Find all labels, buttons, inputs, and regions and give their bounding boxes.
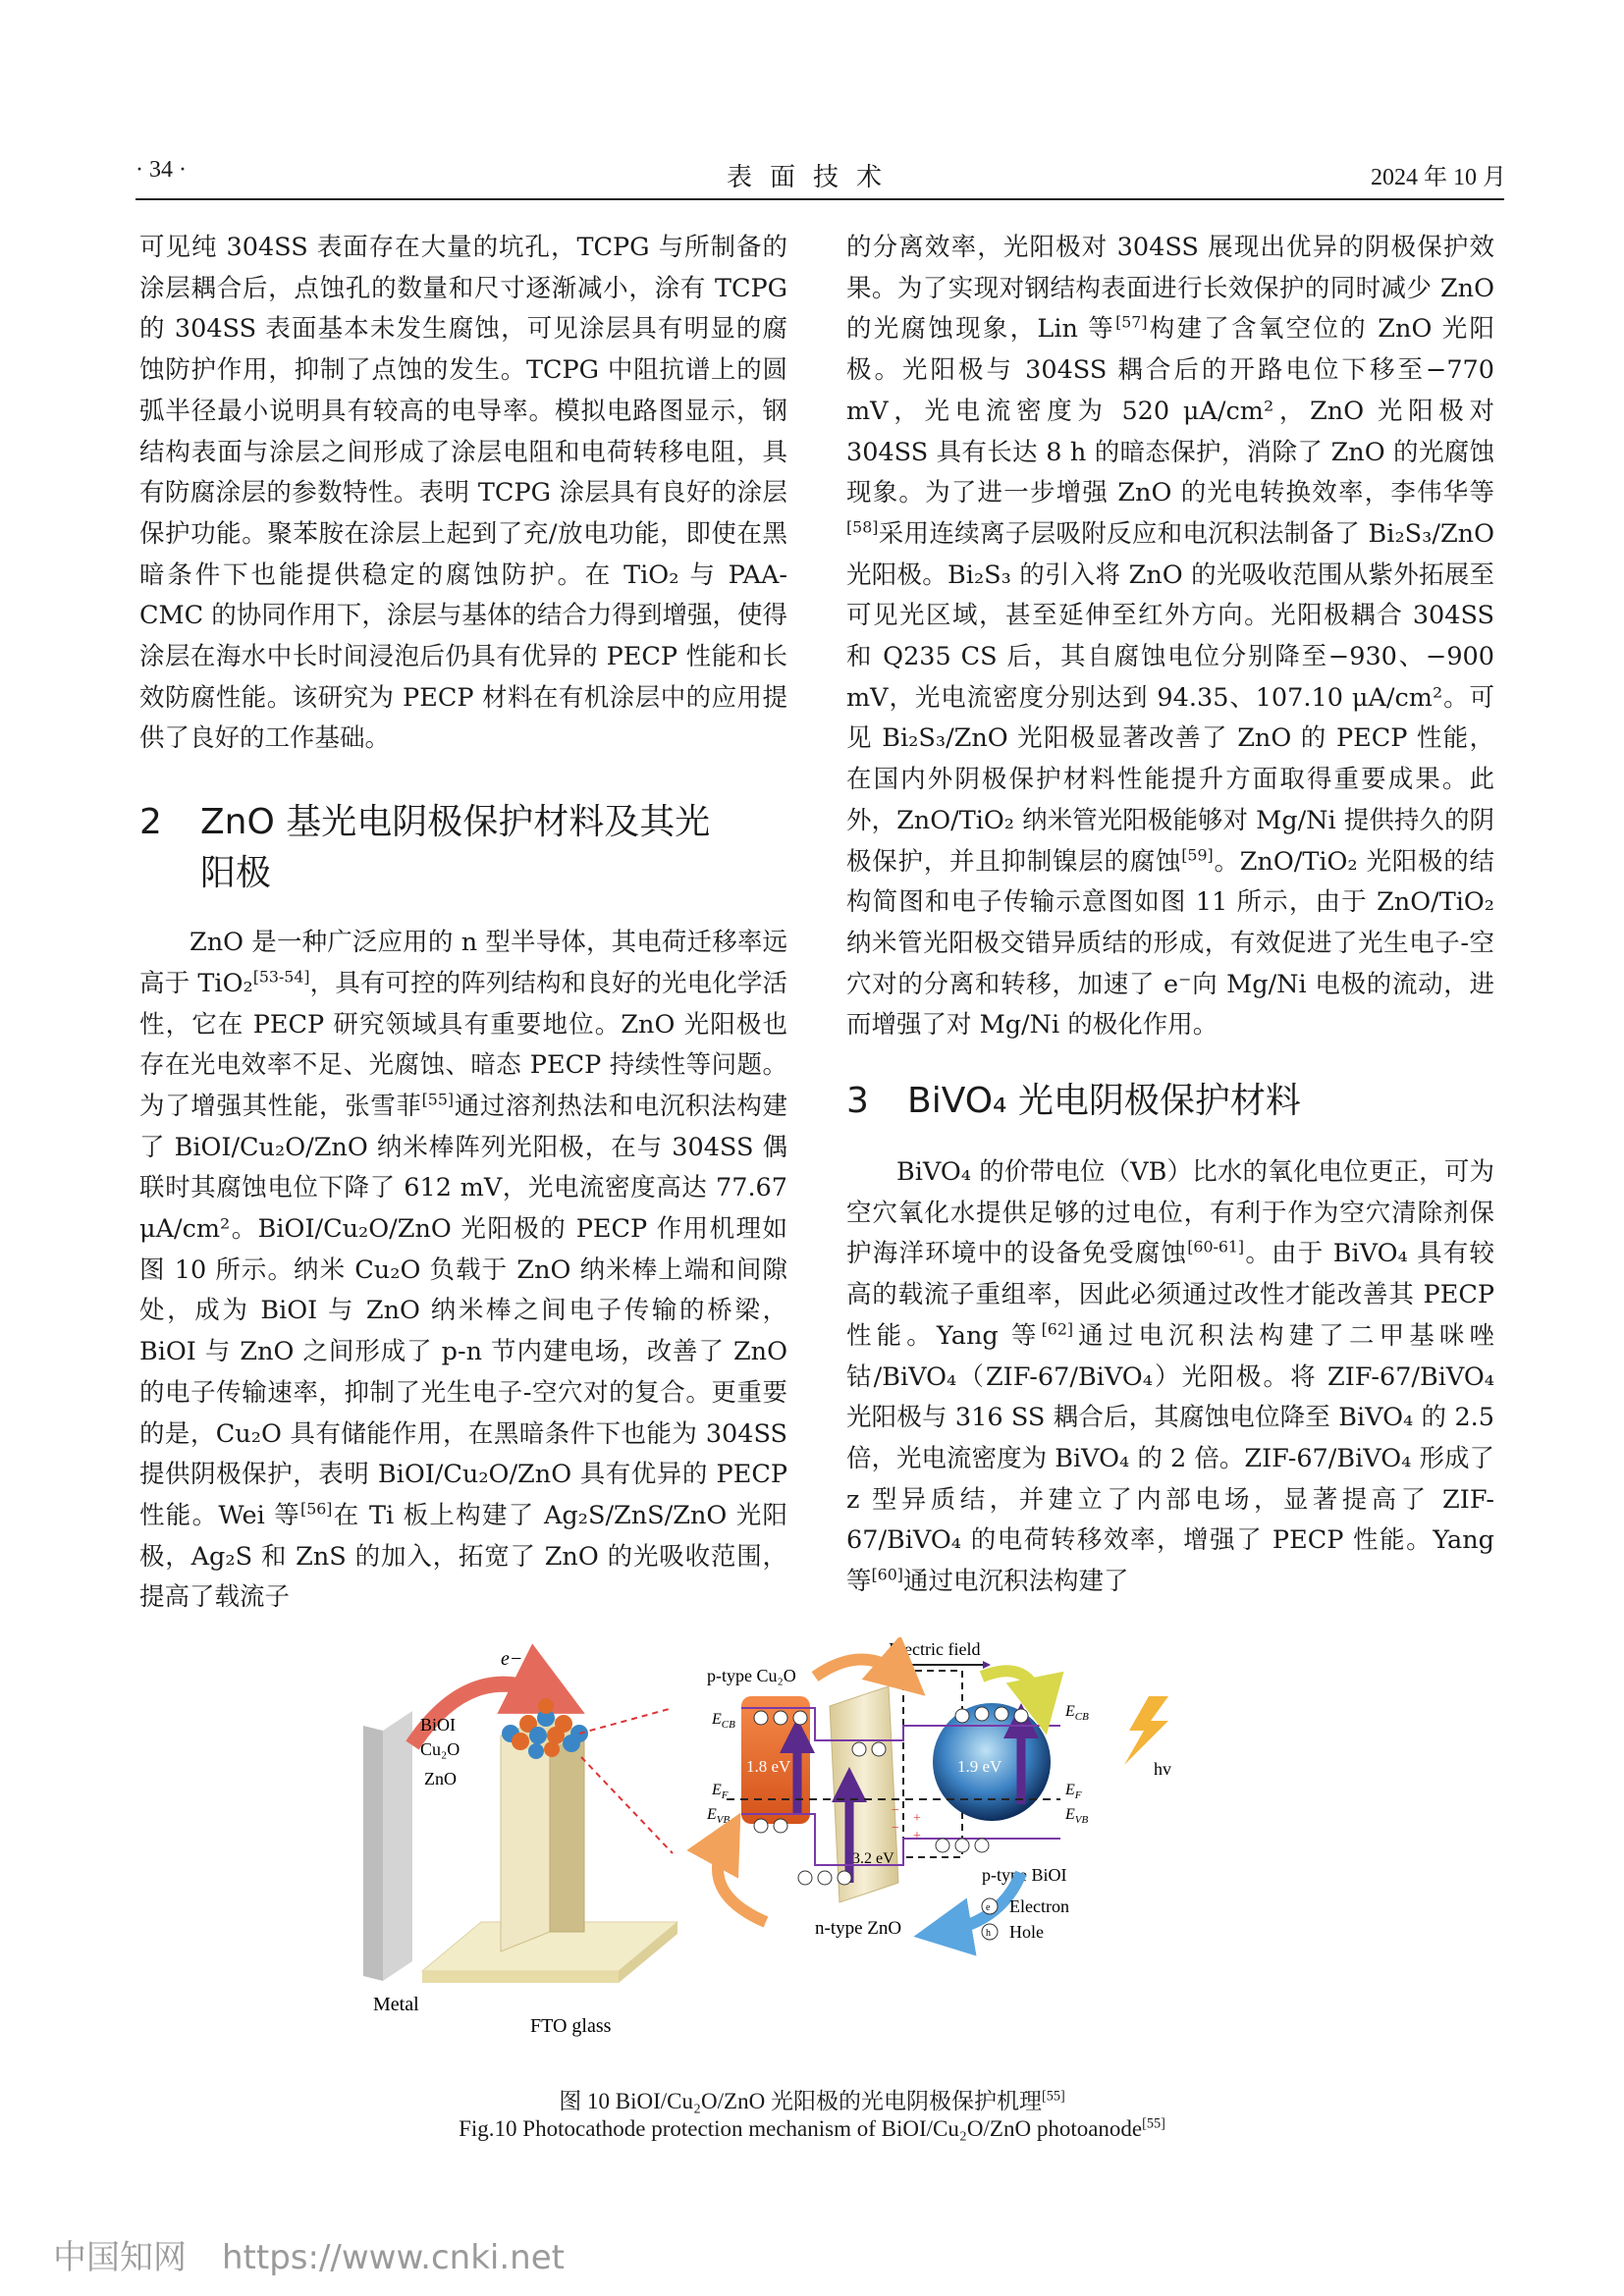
section-heading <box>139 797 787 899</box>
label-ecb-right: $E_{CB}$ <box>1065 1703 1089 1723</box>
connector-line <box>579 1708 673 1734</box>
label-n-zno: n-type ZnO <box>815 1918 902 1939</box>
section-title-cont: 阳极 <box>200 853 272 894</box>
journal-title: 表面技术 <box>727 163 900 191</box>
text: 图 10 BiOI/Cu₂O/ZnO 光阳极的光电阴极保护机理 <box>559 2089 1042 2113</box>
left-column <box>139 228 787 1619</box>
watermark <box>53 2230 565 2278</box>
label-ef-right: $E_F$ <box>1065 1782 1082 1801</box>
charge-sign-plus: + <box>913 1811 921 1826</box>
text: 通过溶剂热法和电沉积法构建了 BiOI/Cu₂O/ZnO 纳米棒阵列光阳极，在与 304SS 偶联时其腐蚀电位下降了 612 mV，光电流密度高达 77.67 μA/cm²。BiOI/Cu₂O/ZnO 光阳极的 PECP 作用机理如图 10 所示。纳米 Cu₂O 负载于 ZnO 纳米棒上端和间隙处，成为 BiOI 与 ZnO 纳米棒之间电子传输的桥梁，BiOI 与 ZnO 之间形成了 p-n 节内建电场，改善了 ZnO 的电子传输速率，抑制了光生电子-空穴对的复合。更重要的是，Cu₂O 具有储能作用，在黑暗条件下也能为 304SS 提供阴极保护，表明 BiOI/Cu₂O/ZnO 具有优异的 PECP 性能。Wei 等 <box>139 1091 787 1530</box>
electron-transfer-arrow <box>982 1671 1041 1706</box>
citation: [55] <box>421 1090 455 1109</box>
label-evb-right: $E_{VB}$ <box>1065 1806 1089 1826</box>
paragraph <box>139 923 787 1619</box>
label-metal: Metal <box>373 1994 419 2015</box>
right-column <box>846 228 1494 1603</box>
citation: [55] <box>1041 2088 1065 2105</box>
text: BiVO₄ 的价带电位（VB）比水的氧化电位更正，可为空穴氧化水提供足够的过电位，有利于作为空穴清除剂保护海洋环境中的设备免受腐蚀 <box>846 1157 1494 1269</box>
label-electron-top: e− <box>501 1648 523 1670</box>
section-number: 3 <box>846 1081 869 1122</box>
text: 的分离效率，光阳极对 304SS 展现出优异的阴极保护效果。为了实现对钢结构表面进行长效保护的同时减少 ZnO 的光腐蚀现象，Lin 等 <box>846 233 1494 345</box>
citation: [62] <box>1041 1319 1074 1339</box>
label-zno: ZnO <box>424 1769 457 1789</box>
label-bioi: BiOI <box>420 1715 456 1735</box>
text: 。ZnO/TiO₂ 光阳极的结构简图和电子传输示意图如图 11 所示，由于 ZnO/TiO₂ 纳米管光阳极交错异质结的形成，有效促进了光生电子-空穴对的分离和转移，加速了 e⁻向 Mg/Ni 电极的流动，进而增强了对 Mg/Ni 的极化作用。 <box>846 846 1494 1041</box>
watermark-name: 中国知网 <box>53 2238 187 2277</box>
figure-caption-en <box>0 2116 1624 2142</box>
citation: [59] <box>1181 845 1214 865</box>
text: 。由于 BiVO₄ 具有较高的载流子重组率，因此必须通过改性才能改善其 PECP 性能。Yang 等 <box>846 1239 1494 1351</box>
text: 通过电沉积法构建了二甲基咪唑钴/BiVO₄（ZIF-67/BiVO₄）光阳极。将 ZIF-67/BiVO₄ 光阳极与 316 SS 耦合后，其腐蚀电位降至 BiVO₄ 的 2.5 倍，光电流密度为 BiVO₄ 的 2 倍。ZIF-67/BiVO₄ 形成了 z 型异质结，并建立了内部电场，显著提高了 ZIF-67/BiVO₄ 的电荷转移效率，增强了 PECP 性能。Yang 等 <box>846 1320 1494 1597</box>
label-p-cu2o: p-type Cu₂O <box>707 1666 796 1685</box>
label-evb-left: $E_{VB}$ <box>707 1806 731 1826</box>
paragraph <box>846 228 1494 1046</box>
legend-hole <box>982 1922 1044 1942</box>
metal-plate <box>363 1711 412 1981</box>
citation: [60] <box>871 1565 903 1584</box>
section-title: BiVO₄ 光电阴极保护材料 <box>907 1081 1301 1122</box>
charge-sign-plus: + <box>913 1829 921 1843</box>
hole-transfer-arrow <box>718 1839 766 1922</box>
svg-text:h: h <box>986 1928 991 1939</box>
section-heading <box>846 1076 1494 1127</box>
text: 构建了含氧空位的 ZnO 光阳极。光阳极与 304SS 耦合后的开路电位下移至−770 mV，光电流密度为 520 μA/cm²，ZnO 光阳极对 304SS 具有长达 8 h 的暗态保护，消除了 ZnO 的光腐蚀现象。为了进一步增强 ZnO 的光电转换效率，李伟华等 <box>846 314 1494 508</box>
svg-text:e: e <box>986 1902 991 1913</box>
text: ZnO 是一种广泛应用的 n 型半导体，其电荷迁移率远高于 TiO₂ <box>139 928 787 998</box>
electron-transfer-arrow <box>815 1660 903 1678</box>
label-ef-left: $E_F$ <box>712 1782 729 1801</box>
legend-electron-label: Electron <box>1009 1896 1069 1916</box>
light-bolt-icon <box>1124 1696 1168 1765</box>
citation: [53-54] <box>252 967 310 987</box>
label-3-2ev: 3.2 eV <box>852 1850 894 1867</box>
label-1-9ev: 1.9 eV <box>957 1757 1002 1776</box>
label-ecb-left: $E_{CB}$ <box>712 1711 735 1731</box>
paragraph <box>846 1152 1494 1603</box>
figure-caption-cn <box>0 2083 1624 2115</box>
label-cu2o: Cu₂O <box>420 1739 460 1759</box>
paragraph: 可见纯 304SS 表面存在大量的坑孔，TCPG 与所制备的涂层耦合后，点蚀孔的数量和尺寸逐渐减小，涂有 TCPG 的 304SS 表面基本未发生腐蚀，可见涂层具有明显的腐蚀防护作用，抑制了点蚀的发生。TCPG 中阻抗谱上的圆弧半径最小说明具有较高的电导率。模拟电路图显示，钢结构表面与涂层之间形成了涂层电阻和电荷转移电阻，具有防腐涂层的参数特性。表明 TCPG 涂层具有良好的涂层保护功能。聚苯胺在涂层上起到了充/放电功能，即使在黑暗条件下也能提供稳定的腐蚀防护。在 TiO₂ 与 PAA-CMC 的协同作用下，涂层与基体的结合力得到增强，使得涂层在海水中长时间浸泡后仍具有优异的 PECP 性能和长效防腐性能。该研究为 PECP 材料在有机涂层中的应用提供了良好的工作基础。 <box>139 233 787 754</box>
header-rule <box>135 198 1504 200</box>
label-p-bioi: p-type BiOI <box>982 1865 1067 1885</box>
figure-10-mechanism-diagram <box>353 1637 1267 2059</box>
label-hv: hv <box>1154 1759 1171 1779</box>
charge-sign-minus: − <box>892 1803 899 1818</box>
charge-sign-minus: − <box>892 1821 899 1836</box>
text: 在 Ti 板上构建了 Ag₂S/ZnS/ZnO 光阳极，Ag₂S 和 ZnS 的加入，拓宽了 ZnO 的光吸收范围，提高了载流子 <box>139 1500 788 1613</box>
connector-line <box>581 1757 673 1853</box>
text: 通过电沉积法构建了 <box>902 1567 1129 1597</box>
text: Fig.10 Photocathode protection mechanism of BiOI/Cu₂O/ZnO photoanode <box>459 2116 1143 2141</box>
page-number: · 34 · <box>135 157 187 183</box>
legend-hole-label: Hole <box>1009 1922 1044 1942</box>
label-1-8ev: 1.8 eV <box>746 1757 791 1776</box>
text: ，具有可控的阵列结构和良好的光电化学活性，它在 PECP 研究领域具有重要地位。ZnO 光阳极也存在光电效率不足、光腐蚀、暗态 PECP 持续性等问题。为了增强其性能，张雪菲 <box>139 968 787 1121</box>
section-number: 2 <box>139 802 162 843</box>
label-fto: FTO glass <box>530 2015 612 2037</box>
issue-date: 2024 年 10 月 <box>1371 165 1506 190</box>
text: 采用连续离子层吸附反应和电沉积法制备了 Bi₂S₃/ZnO 光阳极。Bi₂S₃ 的引入将 ZnO 的光吸收范围从紫外拓展至可见光区域，甚至延伸至红外方向。光阳极耦合 304SS 和 Q235 CS 后，其自腐蚀电位分别降至−930、−900 mV，光电流密度分别达到 94.35、107.10 μA/cm²。可见 Bi₂S₃/ZnO 光阳极显著改善了 ZnO 的 PECP 性能，在国内外阴极保护材料性能提升方面取得重要成果。此外，ZnO/TiO₂ 纳米管光阳极能够对 Mg/Ni 提供持久的阴极保护，并且抑制镍层的腐蚀 <box>846 518 1494 877</box>
label-electric-field: Electric field <box>889 1639 981 1659</box>
citation: [56] <box>300 1499 333 1519</box>
citation: [55] <box>1142 2115 1165 2132</box>
citation: [60-61] <box>1187 1237 1245 1256</box>
citation: [57] <box>1115 312 1148 332</box>
watermark-url: https://www.cnki.net <box>222 2238 565 2277</box>
zno-band-block <box>830 1686 898 1902</box>
section-title: ZnO 基光电阴极保护材料及其光 <box>200 802 711 843</box>
citation: [58] <box>846 517 879 537</box>
